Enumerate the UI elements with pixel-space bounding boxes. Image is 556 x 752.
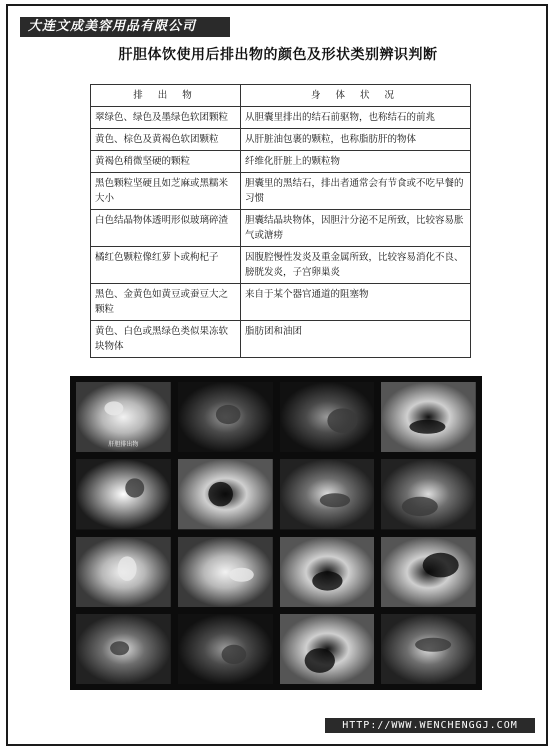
condition-cell: 胆囊里的黑结石，排出者通常会有节食或不吃早餐的习惯 bbox=[241, 173, 471, 210]
brand-banner: 大连文成美容用品有限公司 bbox=[20, 17, 230, 37]
endoscopy-photo bbox=[178, 459, 273, 529]
condition-cell: 脂肪团和油团 bbox=[241, 321, 471, 358]
excreta-cell: 黄色、白色或黑绿色类似果冻软块物体 bbox=[91, 321, 241, 358]
condition-cell: 纤维化肝脏上的颗粒物 bbox=[241, 151, 471, 173]
table-header-row bbox=[91, 85, 471, 107]
excreta-cell: 橘红色颗粒像红萝卜或枸杞子 bbox=[91, 247, 241, 284]
endoscopy-photo-grid bbox=[70, 376, 482, 690]
page-title: 肝胆体饮使用后排出物的颜色及形状类别辨识判断 bbox=[118, 47, 438, 63]
endoscopy-photo bbox=[76, 382, 171, 452]
endoscopy-photo bbox=[178, 382, 273, 452]
excreta-cell: 黄褐色稍微坚硬的颗粒 bbox=[91, 151, 241, 173]
excreta-cell: 黄色、棕色及黄褐色软团颗粒 bbox=[91, 129, 241, 151]
endoscopy-photo bbox=[381, 614, 476, 684]
endoscopy-photo bbox=[381, 382, 476, 452]
table-row bbox=[91, 151, 471, 173]
table-row bbox=[91, 247, 471, 284]
excreta-cell: 翠绿色、绿色及墨绿色软团颗粒 bbox=[91, 107, 241, 129]
endoscopy-photo bbox=[280, 382, 375, 452]
excreta-cell: 黑色、金黄色如黄豆或蚕豆大之颗粒 bbox=[91, 284, 241, 321]
endoscopy-photo bbox=[280, 459, 375, 529]
table-row bbox=[91, 210, 471, 247]
endoscopy-photo bbox=[280, 537, 375, 607]
column-header-excreta: 排 出 物 bbox=[91, 85, 241, 107]
endoscopy-photo bbox=[178, 614, 273, 684]
endoscopy-photo bbox=[76, 459, 171, 529]
photo-caption: 肝胆排出物 bbox=[108, 441, 139, 449]
excreta-cell: 黑色颗粒坚硬且如芝麻或黑糯米大小 bbox=[91, 173, 241, 210]
endoscopy-photo bbox=[280, 614, 375, 684]
column-header-condition: 身 体 状 况 bbox=[241, 85, 471, 107]
endoscopy-photo bbox=[76, 537, 171, 607]
endoscopy-photo bbox=[381, 459, 476, 529]
excreta-cell: 白色结晶物体透明形似玻璃碎渣 bbox=[91, 210, 241, 247]
endoscopy-photo bbox=[76, 614, 171, 684]
condition-cell: 因腹腔慢性发炎及重金属所致，比较容易消化不良、膀胱发炎，子宫卵巢炎 bbox=[241, 247, 471, 284]
table-row bbox=[91, 129, 471, 151]
table-row bbox=[91, 107, 471, 129]
condition-cell: 从肝脏油包裹的颗粒，也称脂肪肝的物体 bbox=[241, 129, 471, 151]
condition-cell: 来自于某个器官通道的阻塞物 bbox=[241, 284, 471, 321]
condition-cell: 胆囊结晶块物体，因胆汁分泌不足所致，比较容易胀气或溏痨 bbox=[241, 210, 471, 247]
table-row bbox=[91, 173, 471, 210]
condition-cell: 从胆囊里排出的结石前驱物，也称结石的前兆 bbox=[241, 107, 471, 129]
endoscopy-photo bbox=[178, 537, 273, 607]
endoscopy-photo bbox=[381, 537, 476, 607]
table-row bbox=[91, 321, 471, 358]
table-row bbox=[91, 284, 471, 321]
identification-table bbox=[90, 84, 471, 358]
website-url: HTTP://WWW.WENCHENGGJ.COM bbox=[325, 718, 535, 733]
